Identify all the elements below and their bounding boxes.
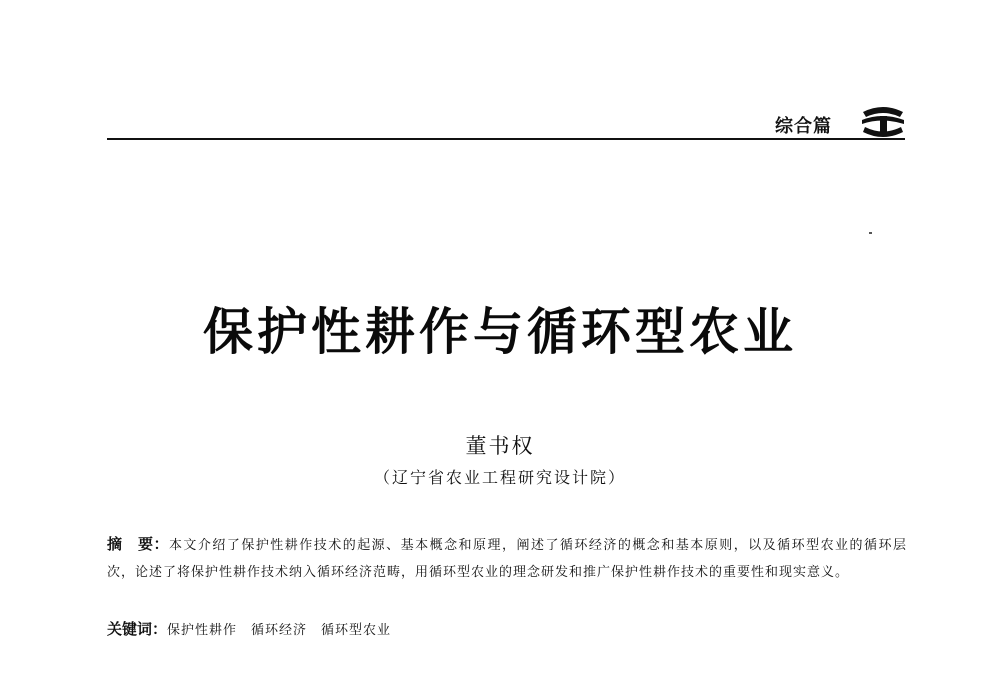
scan-speck — [869, 232, 872, 234]
abstract-label: 摘 要： — [107, 535, 169, 553]
keyword-item: 保护性耕作 — [167, 623, 238, 638]
article-title: 保护性耕作与循环型农业 — [203, 303, 797, 361]
keywords-label: 关键词： — [107, 620, 168, 638]
journal-logo-icon — [860, 104, 906, 138]
keywords-block — [107, 617, 907, 643]
abstract-text: 本文介绍了保护性耕作技术的起源、基本概念和原理，阐述了循环经济的概念和基本原则，以及循环型农业的循环层次，论述了将保护性耕作技术纳入循环经济范畴，用循环型农业的理念研发和推广保护性耕作技术的重要性和现实意义。 — [107, 538, 907, 580]
section-label: 综合篇 — [775, 116, 832, 137]
author-affiliation: （辽宁省农业工程研究设计院） — [373, 468, 626, 487]
keyword-item: 循环经济 — [251, 623, 308, 638]
keyword-item: 循环型农业 — [321, 623, 392, 638]
abstract-block — [107, 531, 907, 586]
page-header — [0, 0, 1000, 140]
header-divider — [107, 138, 905, 140]
author-name: 董书权 — [465, 434, 535, 458]
